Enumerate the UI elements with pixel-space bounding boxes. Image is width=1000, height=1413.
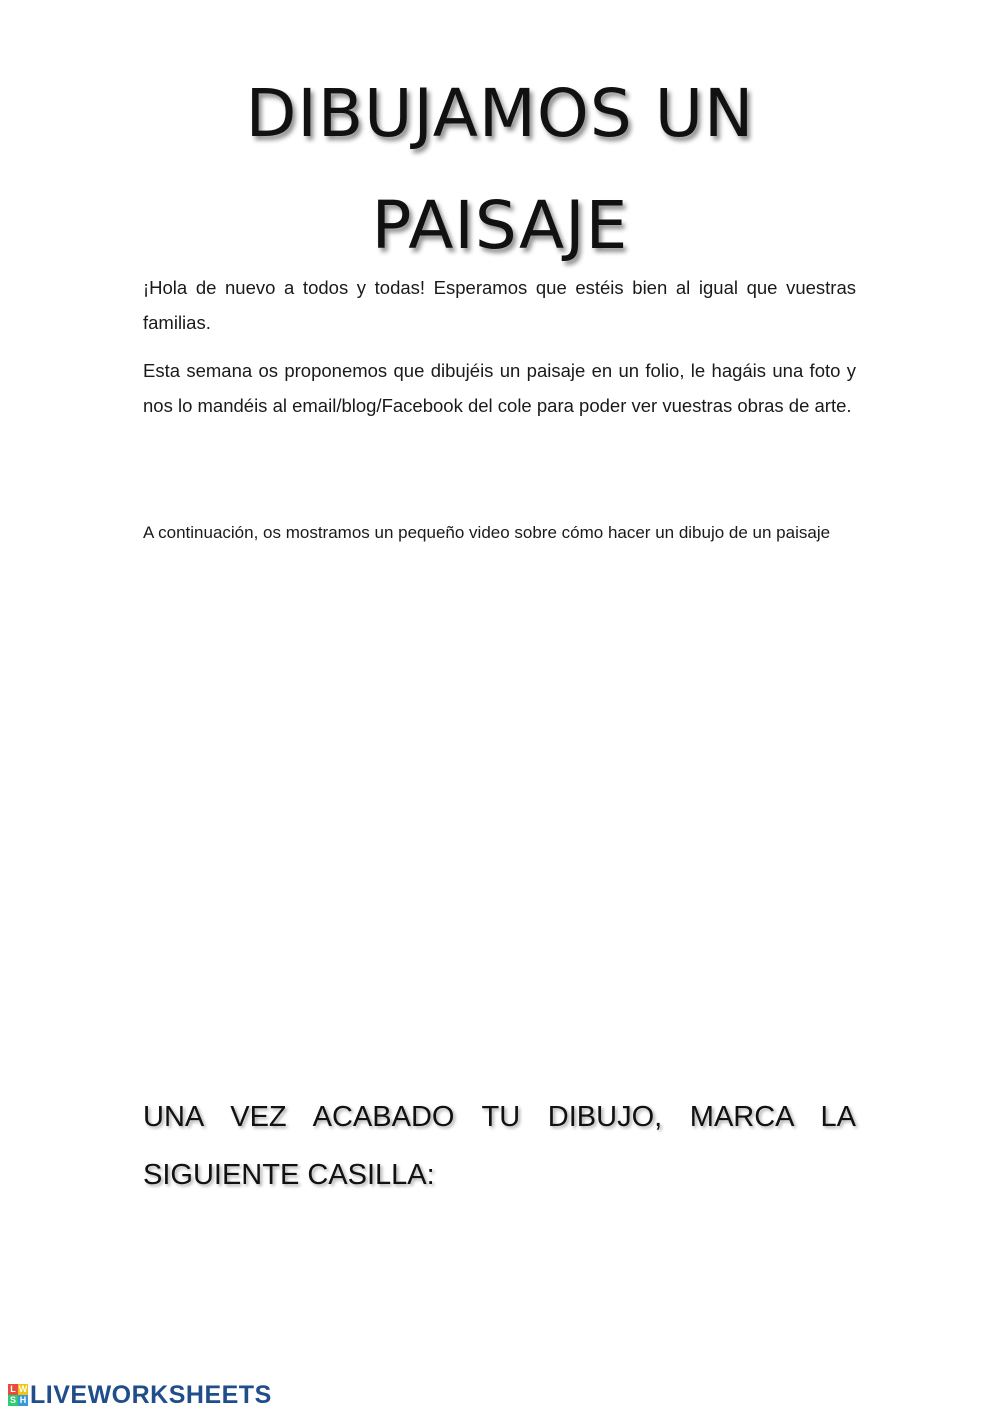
page-title-line-2: PAISAJE [371, 187, 629, 264]
page-title-line-1: DIBUJAMOS UN [245, 75, 755, 152]
logo-mark-letter: W [18, 1384, 28, 1394]
greeting-paragraph: ¡Hola de nuevo a todos y todas! Esperamos que estéis bien al igual que vuestras familias. [143, 277, 856, 333]
logo-mark-letter: L [8, 1384, 18, 1395]
logo-mark-icon [8, 1384, 28, 1406]
video-intro-paragraph: A continuación, os mostramos un pequeño video sobre cómo hacer un dibujo de un paisaje [143, 523, 831, 542]
liveworksheets-logo[interactable] [8, 1381, 272, 1409]
logo-text: LIVEWORKSHEETS [30, 1380, 272, 1409]
checkbox-instruction: UNA VEZ ACABADO TU DIBUJO, MARCA LA SIGUIENTE CASILLA: [143, 1101, 856, 1191]
logo-mark-letter: H [19, 1395, 27, 1405]
assignment-paragraph: Esta semana os proponemos que dibujéis un paisaje en un folio, le hagáis una foto y nos lo mandéis al email/blog/Facebook del cole para poder ver vuestras obras de arte. [143, 360, 856, 416]
logo-mark-letter: S [9, 1395, 16, 1405]
